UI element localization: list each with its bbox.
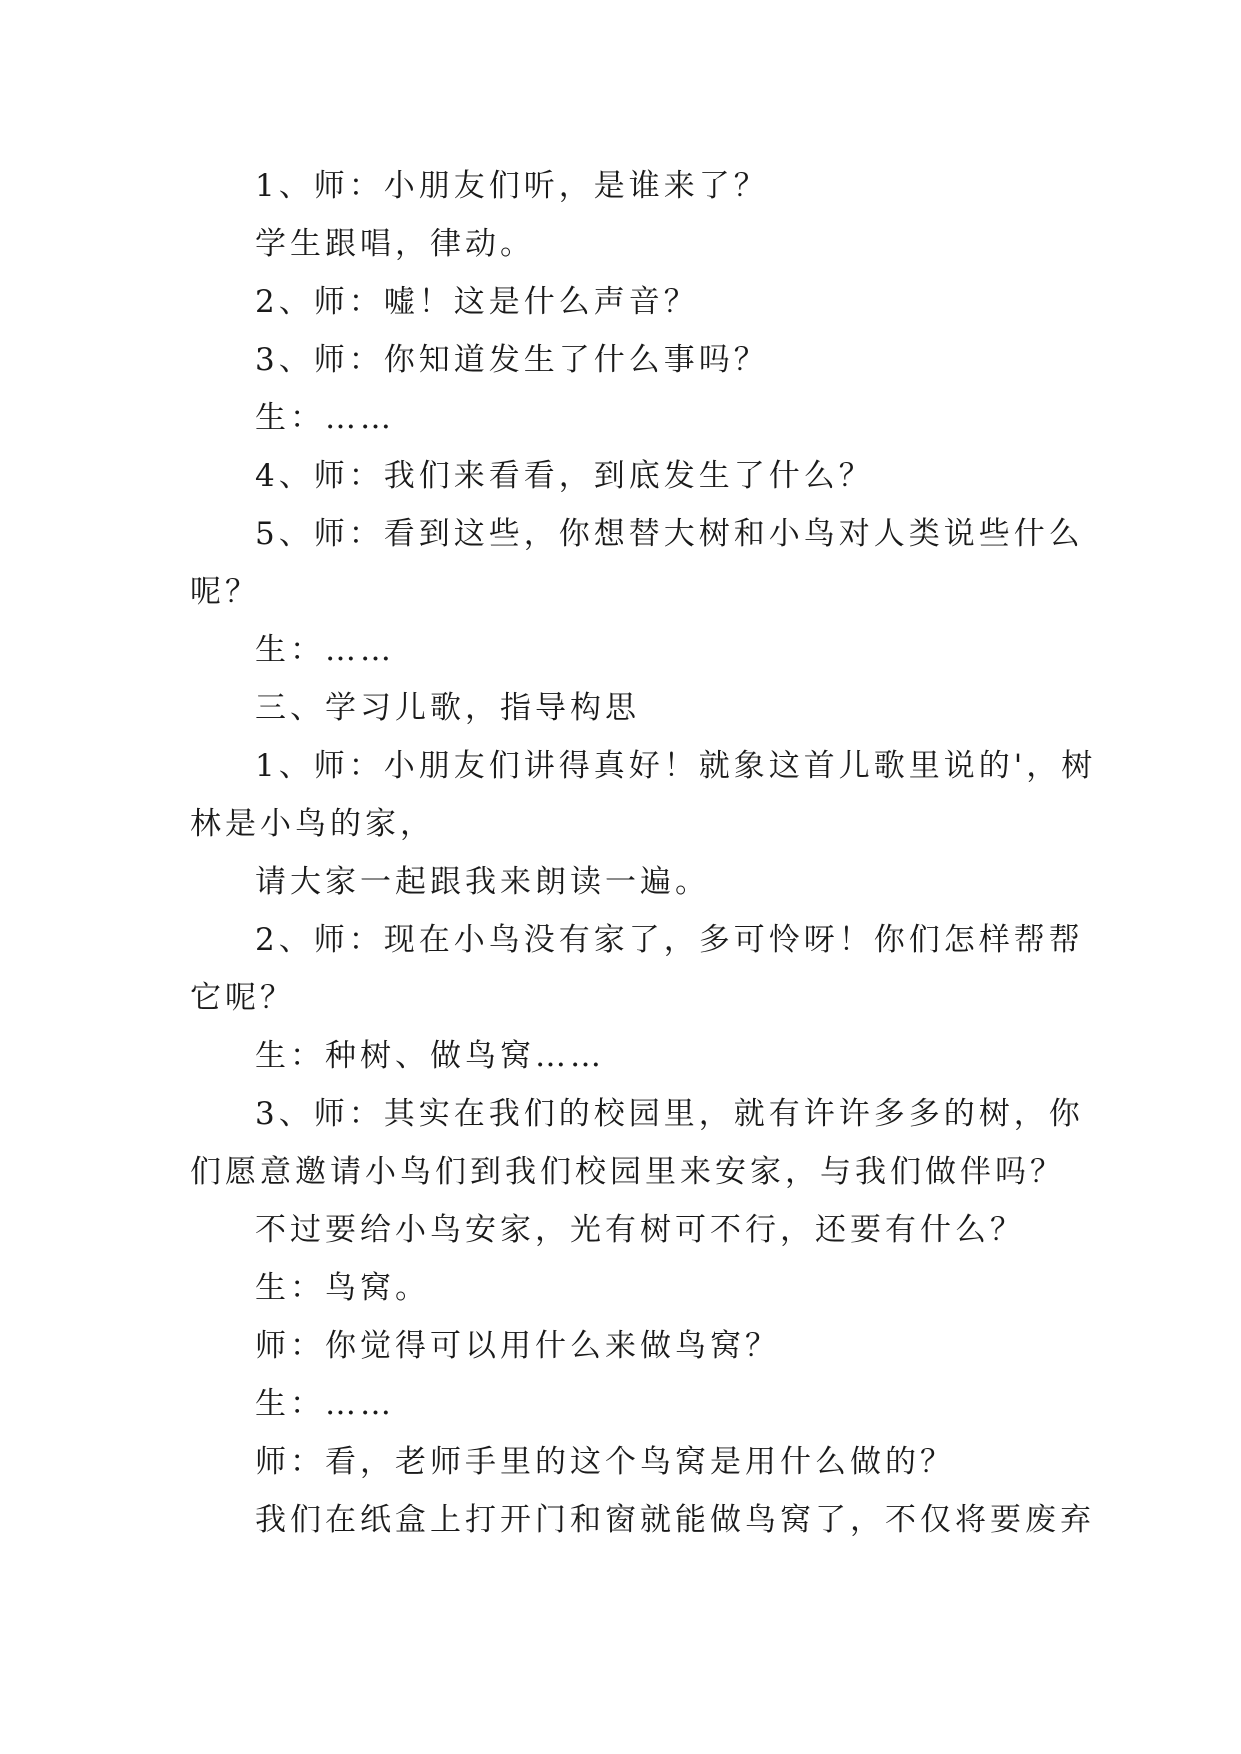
text-line: 2、师：现在小鸟没有家了，多可怜呀！你们怎样帮帮 [255,922,1084,958]
text-line: 3、师：你知道发生了什么事吗？ [255,342,769,378]
text-line: 1、师：小朋友们听，是谁来了？ [255,168,769,204]
text-line: 它呢？ [190,980,295,1016]
text-line: 师：看，老师手里的这个鸟窝是用什么做的？ [255,1444,955,1480]
text-line: 2、师：嘘！这是什么声音？ [255,284,699,320]
text-line: 生：…… [255,632,395,668]
text-line: 生：种树、做鸟窝…… [255,1038,605,1074]
text-line: 4、师：我们来看看，到底发生了什么？ [255,458,874,494]
text-line: 我们在纸盒上打开门和窗就能做鸟窝了，不仅将要废弃 [255,1502,1095,1538]
text-line: 呢？ [190,574,260,610]
text-line: 生：…… [255,1386,395,1422]
text-line: 不过要给小鸟安家，光有树可不行，还要有什么？ [255,1212,1025,1248]
text-line: 三、学习儿歌，指导构思 [255,690,640,726]
text-line: 请大家一起跟我来朗读一遍。 [255,864,710,900]
text-line: 生：鸟窝。 [255,1270,430,1306]
text-line: 林是小鸟的家， [190,806,435,842]
text-line: 生：…… [255,400,395,436]
text-line: 1、师：小朋友们讲得真好！就象这首儿歌里说的'，树 [255,748,1097,784]
text-line: 3、师：其实在我们的校园里，就有许许多多的树，你 [255,1096,1084,1132]
text-line: 学生跟唱，律动。 [255,226,535,262]
text-line: 5、师：看到这些，你想替大树和小鸟对人类说些什么 [255,516,1084,552]
text-line: 们愿意邀请小鸟们到我们校园里来安家，与我们做伴吗？ [190,1154,1065,1190]
body-text [190,157,1097,1549]
text-line: 师：你觉得可以用什么来做鸟窝？ [255,1328,780,1364]
